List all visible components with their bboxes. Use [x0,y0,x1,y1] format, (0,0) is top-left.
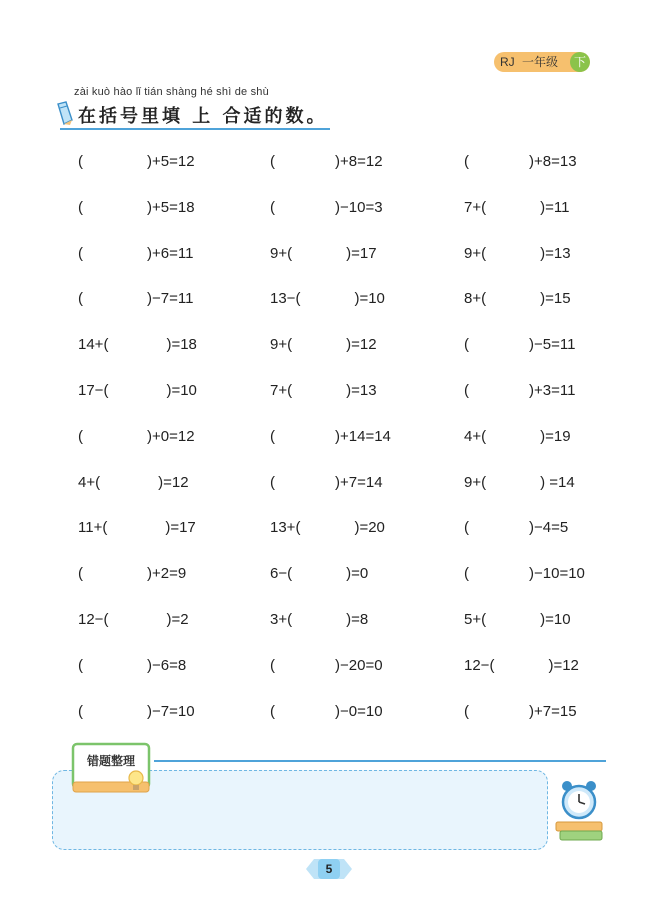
equation-left: ( [270,702,275,720]
equation-right: )−5=11 [529,336,576,354]
equation-right: )+5=18 [147,198,195,216]
equation-right: )=10 [354,290,385,308]
equation-13-2 [270,703,383,721]
equation-left: ( [270,656,275,674]
equation-right: )−4=5 [529,519,569,537]
equation-left: 4+( [464,427,487,445]
equation-13-1 [78,703,195,721]
equation-left: ( [464,382,469,399]
equation-right: )−10=3 [335,198,383,216]
equation-right: )+8=13 [529,153,577,170]
equation-right: )+2=9 [147,565,187,583]
equation-right: )=17 [346,244,377,262]
equation-11-3 [464,611,571,629]
equation-right: )=12 [346,336,377,354]
equation-2-2 [270,199,383,217]
instruction-pinyin: zài kuò hào lǐ tián shàng hé shì de shù [74,86,269,98]
equation-left: 6−( [270,565,293,583]
equation-3-3 [464,245,571,263]
equation-3-2 [270,245,377,263]
equation-right: )=12 [158,473,189,491]
equation-7-3 [464,428,571,446]
equation-right: )−0=10 [335,702,383,720]
equation-10-1 [78,565,186,583]
equation-6-3 [464,382,575,400]
equation-left: ( [464,153,469,170]
equation-left: 13+( [270,519,301,537]
equation-left: 9+( [270,244,293,262]
equation-right: )=2 [166,611,189,628]
equation-left: 8+( [464,290,487,308]
equation-11-2 [270,611,368,629]
equation-4-1 [78,290,193,308]
equation-12-1 [78,657,186,675]
equation-left: ( [464,519,469,537]
instruction-title: 在括号里填 上 合适的数。 [78,106,328,127]
equation-right: )=18 [166,336,197,354]
equation-right: )−7=11 [147,290,194,308]
equation-right: )+3=11 [529,382,576,399]
equation-left: ( [270,427,275,445]
equation-8-1 [78,474,189,492]
equation-left: 9+( [464,244,487,262]
equation-6-2 [270,382,377,400]
equation-right: )+14=14 [335,427,391,445]
equation-right: )=20 [354,519,385,537]
equation-right: )−6=8 [147,656,187,674]
equation-4-3 [464,290,571,308]
equation-right: )=15 [540,290,571,308]
equation-4-2 [270,290,385,308]
equation-left: ( [270,198,275,216]
error-section-label: 错题整理 [86,754,135,768]
equation-right: )=0 [346,565,369,583]
equation-5-3 [464,336,575,354]
equation-12-2 [270,657,383,675]
grade-label: 一年级 [522,55,559,69]
equation-9-3 [464,519,568,537]
equation-left: ( [464,336,469,354]
equation-left: 11+( [78,519,108,537]
equation-left: ( [78,656,83,674]
equation-left: ( [78,244,83,262]
equation-1-2 [270,153,383,171]
equation-right: )=12 [548,656,579,674]
equation-8-2 [270,474,383,492]
equation-left: 12−( [464,656,495,674]
equation-right: )+7=15 [529,702,577,720]
equation-left: 14+( [78,336,109,354]
equation-right: )=11 [540,198,570,216]
equation-1-1 [78,153,195,171]
equation-left: ( [78,198,83,216]
equation-12-3 [464,657,579,675]
equation-11-1 [78,611,189,629]
equation-left: ( [270,153,275,170]
equation-right: )−20=0 [335,656,383,674]
equation-left: 13−( [270,290,301,308]
equation-7-2 [270,428,391,446]
equation-right: )=10 [166,382,197,399]
equation-left: ( [78,702,83,720]
equation-right: )=10 [540,611,571,628]
equation-right: )=13 [540,244,571,262]
equation-right: )=19 [540,427,571,445]
equation-left: 5+( [464,611,487,628]
equation-left: 4+( [78,473,101,491]
equation-6-1 [78,382,197,400]
equation-right: )=17 [165,519,196,537]
equation-10-3 [464,565,585,583]
alarm-clock-books-icon [552,778,606,844]
equation-9-2 [270,519,385,537]
equation-2-1 [78,199,195,217]
equation-right: )−7=10 [147,702,195,720]
equation-7-1 [78,428,195,446]
equation-3-1 [78,245,193,263]
equation-left: ( [78,290,83,308]
equation-left: ( [464,702,469,720]
equation-left: 9+( [464,473,487,491]
version-label: RJ [500,55,515,69]
equation-right: ) =14 [540,473,575,491]
equation-left: 9+( [270,336,293,354]
equation-left: ( [270,473,275,491]
equation-right: )+0=12 [147,427,195,445]
page-number: 5 [325,862,333,876]
equation-5-1 [78,336,197,354]
equation-left: ( [464,565,469,583]
equation-right: )=13 [346,382,377,399]
equation-right: )−10=10 [529,565,585,583]
equation-right: )+7=14 [335,473,383,491]
term-badge: 下 [570,52,590,72]
equation-left: 7+( [464,198,487,216]
equation-left: 3+( [270,611,293,628]
equation-1-3 [464,153,577,171]
equation-13-3 [464,703,577,721]
equation-left: 17−( [78,382,109,399]
equation-left: 12−( [78,611,109,628]
equation-left: ( [78,153,83,170]
equation-left: ( [78,427,83,445]
equation-10-2 [270,565,368,583]
equation-right: )+6=11 [147,244,194,262]
equation-8-3 [464,474,575,492]
equation-right: )+5=12 [147,153,195,170]
equation-left: ( [78,565,83,583]
equation-2-3 [464,199,569,217]
equation-5-2 [270,336,377,354]
equation-9-1 [78,519,196,537]
equation-right: )+8=12 [335,153,383,170]
error-section-divider [154,760,606,762]
equation-left: 7+( [270,382,293,399]
equation-right: )=8 [346,611,369,628]
